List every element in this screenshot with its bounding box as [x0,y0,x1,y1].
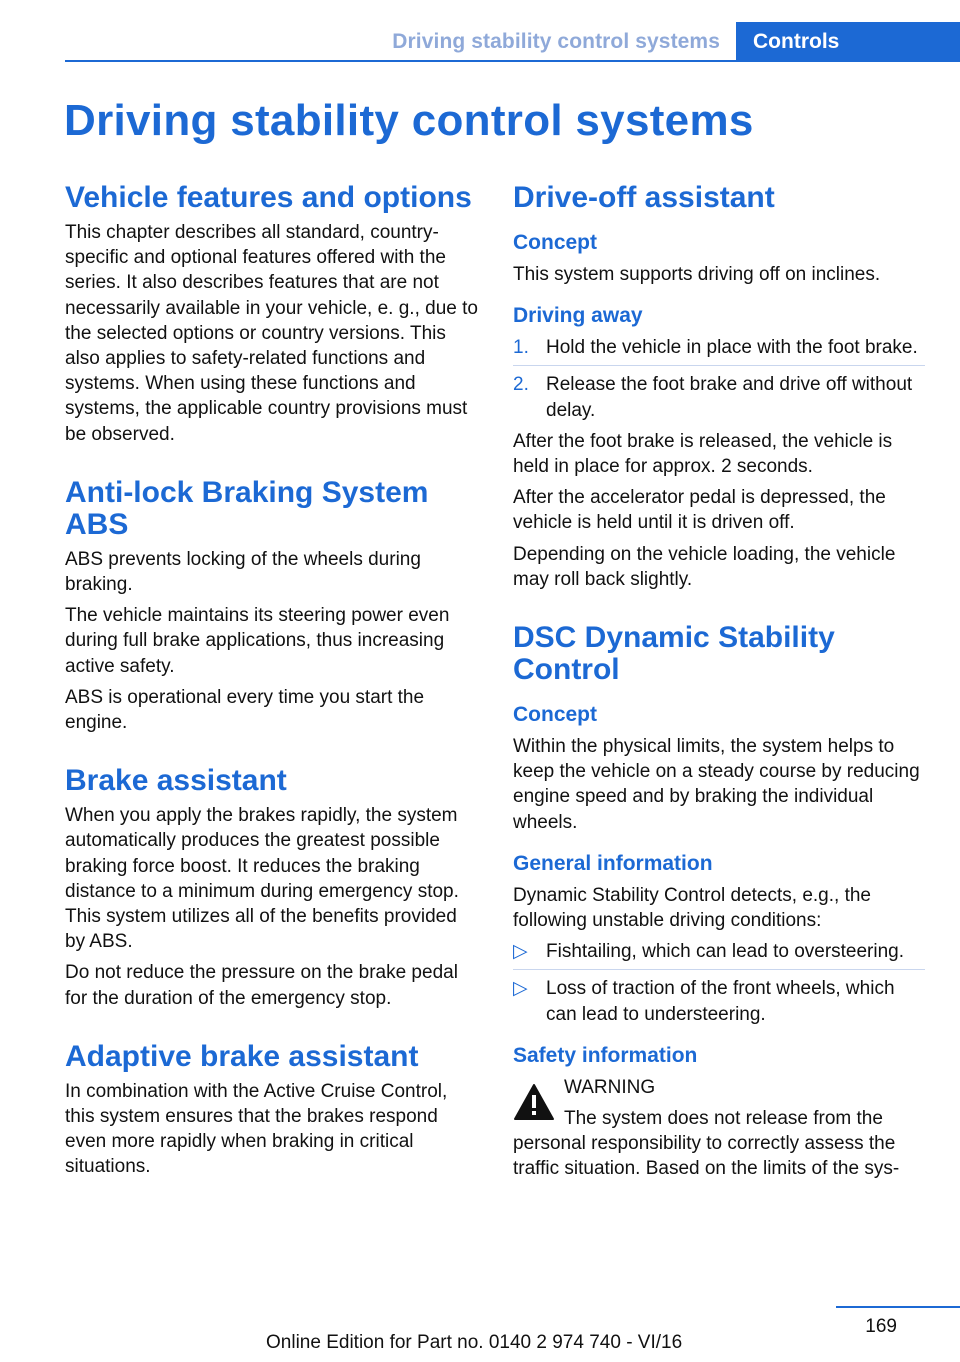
subheading-driving-away: Driving away [513,304,643,328]
section-heading-adaptive-brake-assistant: Adaptive brake assistant [65,1039,419,1073]
warning-body-text: The system does not release from the personal responsibility to correctly assess the traffic situation. Based on the limits of the sys- [513,1108,900,1180]
page-title: Driving stability control systems [64,96,754,145]
drive-off-paragraph-2: After the accelerator pedal is depressed, the vehicle is held until it is driven off. [513,487,886,534]
drive-off-concept-body: This system supports driving off on inclines. [513,264,881,285]
footer-edition-text: Online Edition for Part no. 0140 2 974 740 - VI/16 [266,1332,683,1353]
abs-paragraph-3: ABS is operational every time you start the engine. [65,686,425,734]
page-number: 169 [865,1316,897,1337]
header-chapter-tab: Controls [736,22,960,62]
page-header [0,0,960,62]
subheading-drive-off-concept: Concept [513,231,597,254]
warning-block [513,1075,925,1182]
adaptive-brake-assistant-body: In combination with the Active Cruise Control, this system ensures that the brakes respond even more rapidly when braking in critical situations. [65,1080,448,1178]
subheading-safety-information: Safety information [513,1043,698,1067]
list-item-text: Release the foot brake and drive off without delay. [546,374,913,421]
list-item-number: 2. [513,374,529,396]
list-item-number: 1. [513,337,529,359]
triangle-bullet-icon: ▷ [513,978,528,1000]
header-rule [65,60,960,62]
list-item [513,335,925,360]
brake-assistant-paragraph-1: When you apply the brakes rapidly, the system automatically produces the greatest possible braking force boost. It reduces the braking distance to a minimum during emergency stop. This system utilizes all of the benefits provided by ABS. [65,805,459,953]
unstable-conditions-list [513,939,925,1027]
list-divider [513,365,925,366]
section-heading-brake-assistant: Brake assistant [65,764,287,798]
vehicle-features-body: This chapter describes all standard, country-specific and optional features offered with the series. It also describes features that are not necessarily available in your vehicle, e. g., due to the selected options or country versions. This also applies to safety-related functions and systems. When using these functions and systems, the applicable country provisions must be observed. [65,222,478,445]
section-heading-drive-off-assistant: Drive-off assistant [513,181,775,214]
warning-body [513,1106,925,1182]
section-heading-dsc: DSC Dynamic Stability Control [513,621,835,687]
abs-paragraph-2: The vehicle maintains its steering power even during full brake applications, thus increasing active safety. [65,605,450,677]
drive-off-paragraph-3: Depending on the vehicle loading, the vehicle may roll back slightly. [513,543,896,590]
list-item [513,976,925,1026]
dsc-general-body: Dynamic Stability Control detects, e.g., the following unstable driving conditions: [513,884,871,932]
driving-away-steps [513,335,925,423]
list-item [513,372,925,422]
drive-off-paragraph-1: After the foot brake is released, the vehicle is held in place for approx. 2 seconds. [513,430,893,478]
left-column [65,182,480,1180]
abs-paragraph-1: ABS prevents locking of the wheels during braking. [65,548,421,596]
warning-label: WARNING [564,1076,656,1098]
list-divider [513,969,925,970]
triangle-bullet-icon: ▷ [513,941,528,963]
subheading-dsc-concept: Concept [513,703,597,727]
header-section-title: Driving stability control systems [392,30,720,53]
list-item-text: Hold the vehicle in place with the foot brake. [546,337,918,359]
section-heading-vehicle-features: Vehicle features and options [65,181,472,214]
list-item-text: Loss of traction of the front wheels, which can lead to understeering. [546,978,895,1025]
list-item [513,939,925,964]
warning-triangle-icon [513,1083,555,1121]
dsc-concept-body: Within the physical limits, the system helps to keep the vehicle on a steady course by reducing engine speed and by braking the individual wheels. [513,736,920,833]
section-heading-abs: Anti-lock Braking System ABS [65,475,429,541]
right-column [513,182,925,1182]
brake-assistant-paragraph-2: Do not reduce the pressure on the brake pedal for the duration of the emergency stop. [65,962,458,1009]
list-item-text: Fishtailing, which can lead to oversteering. [546,941,905,963]
footer-rule [836,1306,960,1308]
subheading-general-information: General information [513,851,713,875]
